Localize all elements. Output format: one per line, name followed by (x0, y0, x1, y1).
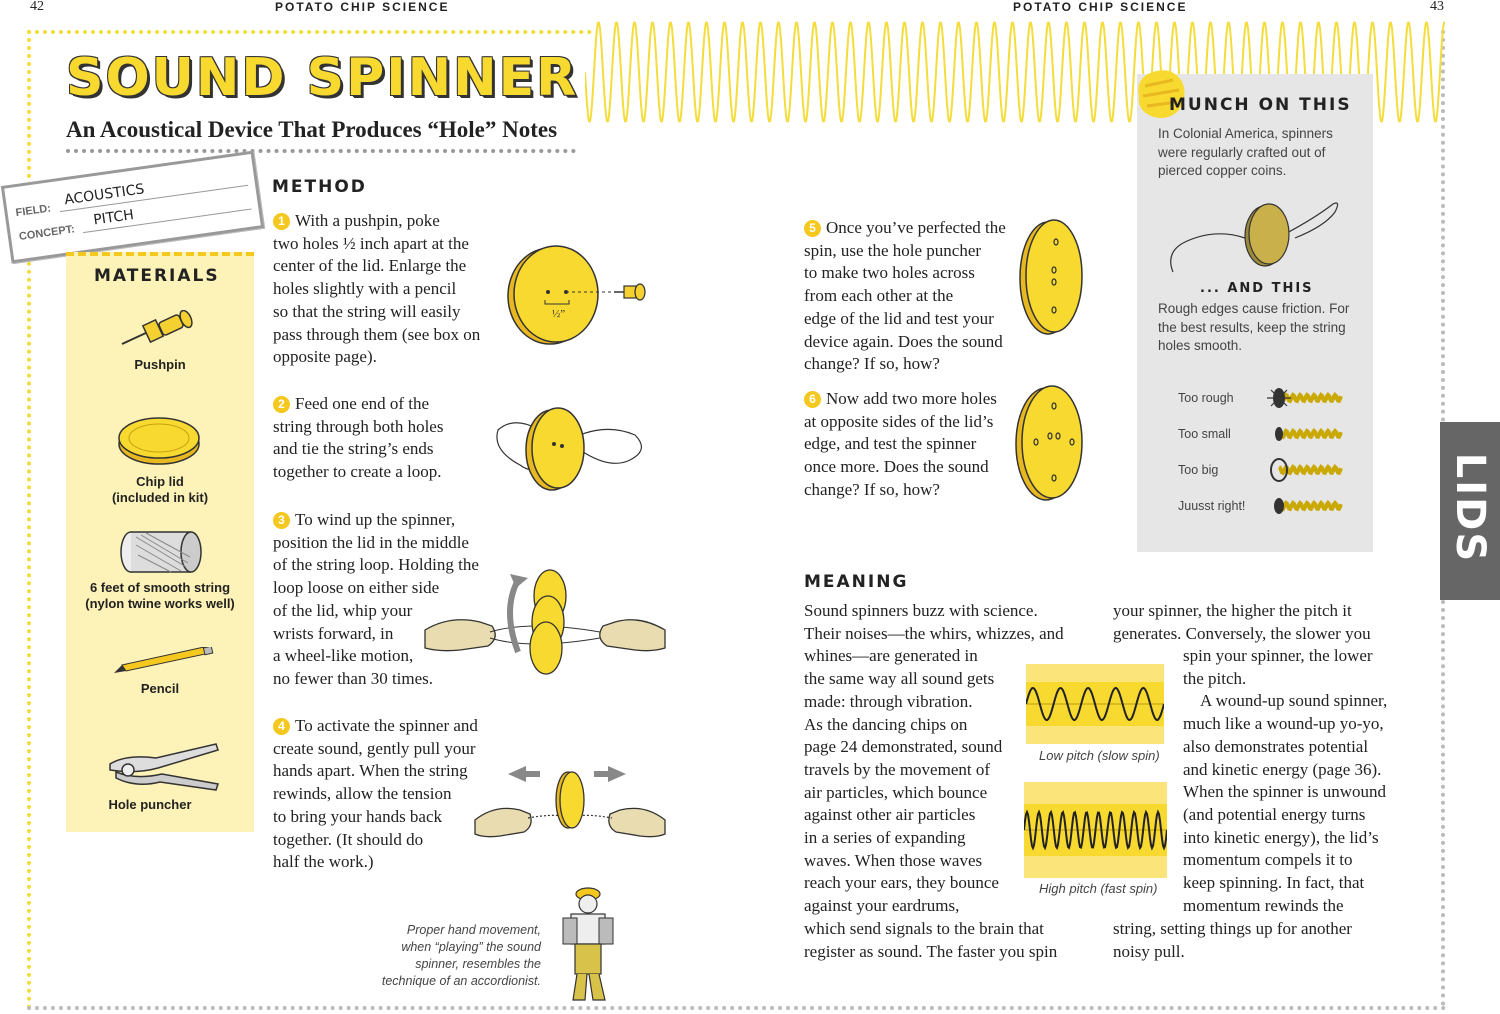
step-1-line: so that the string will easily (273, 301, 461, 321)
winding-hands-illustration (420, 560, 670, 690)
meaning-line: whines—are generated in (804, 646, 978, 666)
right-page-number: 43 (1430, 0, 1444, 14)
step-5-line: Once you’ve perfected the (826, 218, 1006, 237)
lid-with-pushpin-illustration (500, 240, 660, 350)
meaning-line: also demonstrates potential (1183, 736, 1369, 756)
step-2-line: and tie the string’s ends (273, 439, 434, 459)
materials-heading: MATERIALS (94, 266, 220, 286)
meaning-column-2-top (1113, 600, 1413, 645)
step-2-line: string through both holes (273, 416, 444, 436)
lid-two-edge-holes-illustration (1010, 218, 1090, 338)
step-5-line: from each other at the (804, 286, 954, 306)
step-5-line: edge of the lid and test your (804, 308, 994, 328)
hole-puncher-icon (106, 734, 226, 794)
method-step-5 (804, 217, 1019, 376)
material-label-string: 6 feet of smooth string (nylon twine works well) (85, 580, 235, 611)
step-3-line: of the string loop. Holding the (273, 555, 479, 575)
step-6-line: Now add two more holes (826, 389, 997, 408)
right-running-head: POTATO CHIP SCIENCE (1013, 0, 1188, 14)
step-3-line: To wind up the spinner, (295, 510, 456, 529)
copper-coin-spinner-illustration (1165, 198, 1345, 278)
meaning-line: made: through vibration. (804, 691, 973, 711)
field-concept-card (1, 151, 264, 264)
meaning-line: and kinetic energy (page 36). (1183, 759, 1382, 779)
meaning-line: register as sound. The faster you spin (804, 941, 1058, 961)
and-this-heading: ... AND THIS (1200, 281, 1314, 296)
hole-label-too-rough: Too rough (1178, 391, 1234, 405)
accordionist-illustration (553, 882, 623, 1006)
left-page-number: 42 (30, 0, 44, 14)
meaning-column-2-end (1113, 918, 1413, 963)
step-number-3: 3 (273, 512, 290, 529)
friction-tip-line: Rough edges cause friction. For (1158, 301, 1350, 316)
concept-label: CONCEPT: (18, 223, 76, 244)
materials-top-border (66, 252, 254, 256)
chip-lid-icon (114, 412, 204, 472)
munch-fact-line: In Colonial America, spinners (1158, 126, 1333, 141)
meaning-line: the same way all sound gets (804, 669, 995, 689)
step-5-line: to make two holes across (804, 263, 975, 283)
step-1-line: holes slightly with a pencil (273, 279, 457, 299)
step-3-line: no fewer than 30 times. (273, 668, 434, 688)
step-5-line: change? If so, how? (804, 354, 940, 374)
step-3-line: wrists forward, in (273, 623, 394, 643)
step-1-line: center of the lid. Enlarge the (273, 256, 467, 276)
step-4-line: to bring your hands back (273, 806, 443, 826)
high-pitch-wave-diagram (1024, 782, 1167, 878)
twisted-string (1279, 467, 1341, 473)
accordion-caption-line: spinner, resembles the (415, 957, 541, 971)
meaning-line: against your eardrums, (804, 896, 960, 916)
step-1-line: opposite page). (273, 347, 377, 367)
left-running-head: POTATO CHIP SCIENCE (275, 0, 450, 14)
meaning-line: keep spinning. In fact, that (1183, 873, 1365, 893)
meaning-column-2-narrow (1183, 645, 1423, 917)
meaning-line: momentum compels it to (1183, 850, 1353, 870)
hole-label-too-big: Too big (1178, 463, 1219, 477)
munch-fact-line: pierced copper coins. (1158, 163, 1287, 178)
munch-sidebar (1137, 74, 1373, 552)
step-4-line: rewinds, allow the tension (273, 784, 452, 804)
meaning-line: As the dancing chips on (804, 714, 968, 734)
twisted-string (1279, 503, 1341, 509)
munch-heading: MUNCH ON THIS (1169, 95, 1352, 115)
field-label: FIELD: (14, 202, 52, 220)
step-4-line: half the work.) (273, 852, 374, 872)
pushpin-icon (118, 310, 198, 350)
meaning-line: travels by the movement of (804, 759, 991, 779)
pencil-icon (108, 647, 218, 677)
step-6-line: change? If so, how? (804, 479, 940, 499)
twisted-string (1279, 431, 1341, 437)
meaning-line: When the spinner is unwound (1183, 782, 1387, 802)
step-1-line: With a pushpin, poke (295, 211, 440, 230)
accordion-caption-line: when “playing” the sound (401, 940, 541, 954)
accordion-caption (365, 922, 541, 990)
friction-tip-line: holes smooth. (1158, 338, 1243, 353)
material-label-pencil: Pencil (140, 681, 180, 696)
meaning-line: spin your spinner, the lower (1183, 646, 1373, 665)
material-label-pushpin: Pushpin (134, 357, 186, 372)
step-4-line: create sound, gently pull your (273, 738, 476, 758)
meaning-line: momentum rewinds the (1183, 895, 1344, 915)
section-tab-lids (1440, 422, 1500, 600)
step-3-line: a wheel-like motion, (273, 646, 414, 666)
step-number-2: 2 (273, 396, 290, 413)
step-number-1: 1 (273, 213, 290, 230)
friction-tip (1158, 300, 1363, 356)
step-6-line: once more. Does the sound (804, 457, 989, 477)
meaning-line: which send signals to the brain that (804, 918, 1044, 938)
meaning-line: air particles, which bounce (804, 782, 988, 802)
step-number-5: 5 (804, 220, 821, 237)
accordion-caption-line: technique of an accordionist. (381, 974, 541, 988)
meaning-line: string, setting things up for another (1113, 919, 1352, 938)
high-pitch-caption: High pitch (fast spin) (1039, 881, 1158, 896)
lid-with-string-illustration (490, 400, 660, 495)
concept-value: PITCH (92, 206, 135, 229)
material-label-hole-puncher: Hole puncher (108, 797, 192, 812)
step-1-line: pass through them (see box on (273, 324, 481, 344)
meaning-line: A wound-up sound spinner, (1183, 691, 1388, 711)
meaning-line: Their noises—the whirs, whizzes, and (804, 623, 1064, 643)
hole-label-just-right: Juusst right! (1178, 499, 1246, 513)
step-3-line: position the lid in the middle (273, 532, 469, 552)
method-step-4 (273, 715, 503, 874)
step-4-line: hands apart. When the string (273, 761, 468, 781)
step-number-6: 6 (804, 391, 821, 408)
meaning-line: in a series of expanding (804, 828, 966, 848)
meaning-line: your spinner, the higher the pitch it (1113, 601, 1352, 620)
half-inch-label: ½” (552, 308, 566, 320)
method-heading: METHOD (272, 177, 367, 197)
meaning-line: against other air particles (804, 805, 976, 825)
step-4-line: together. (It should do (273, 829, 424, 849)
munch-fact (1158, 125, 1363, 181)
step-1-line: two holes ½ inch apart at the (273, 233, 469, 253)
frame-left (27, 30, 31, 1010)
meaning-line: noisy pull. (1113, 941, 1185, 961)
meaning-line: reach your ears, they bounce (804, 873, 999, 893)
section-tab-label: LIDS (1447, 452, 1493, 564)
frame-bottom (27, 1006, 1447, 1010)
string-spool-icon (116, 527, 206, 577)
step-3-line: of the lid, whip your (273, 600, 413, 620)
meaning-heading: MEANING (804, 572, 909, 592)
string-through-holes-illustration (1267, 384, 1347, 534)
frame-top-left (27, 30, 592, 34)
method-step-6 (804, 388, 1019, 502)
step-5-line: device again. Does the sound (804, 331, 1003, 351)
step-6-line: at opposite sides of the lid’s (804, 411, 994, 431)
method-step-2 (273, 393, 503, 484)
page-subtitle: An Acoustical Device That Produces “Hole” Notes (66, 117, 558, 142)
meaning-line: Sound spinners buzz with science. (804, 601, 1038, 620)
low-pitch-caption: Low pitch (slow spin) (1039, 748, 1160, 763)
page-title: SOUND SPINNER (66, 48, 579, 108)
meaning-line: (and potential energy turns (1183, 804, 1366, 824)
step-2-line: Feed one end of the (295, 394, 430, 413)
pulling-hands-illustration (470, 760, 670, 850)
method-step-1 (273, 210, 503, 369)
hole-label-too-small: Too small (1178, 427, 1231, 441)
step-2-line: together to create a loop. (273, 462, 442, 482)
meaning-line: the pitch. (1183, 668, 1247, 688)
step-3-line: loop loose on either side (273, 578, 440, 598)
material-label-chip-lid: Chip lid (included in kit) (111, 474, 209, 505)
frame-right-bottom (1441, 600, 1445, 1006)
munch-fact-line: were regularly crafted out of (1158, 144, 1326, 160)
step-number-4: 4 (273, 718, 290, 735)
materials-panel (66, 252, 254, 832)
accordion-caption-line: Proper hand movement, (406, 923, 541, 937)
friction-tip-line: the best results, keep the string (1158, 319, 1346, 335)
title-divider (66, 149, 576, 153)
low-pitch-wave-diagram (1026, 664, 1164, 744)
lid-four-edge-holes-illustration (1008, 384, 1090, 504)
meaning-line: page 24 demonstrated, sound (804, 737, 1003, 757)
field-value: ACOUSTICS (63, 181, 146, 209)
step-4-line: To activate the spinner and (295, 716, 478, 735)
meaning-line: much like a wound-up yo-yo, (1183, 714, 1384, 734)
meaning-line: waves. When those waves (804, 850, 983, 870)
step-6-line: edge, and test the spinner (804, 434, 977, 454)
step-5-line: spin, use the hole puncher (804, 240, 982, 260)
meaning-line: generates. Conversely, the slower you (1113, 623, 1371, 643)
meaning-line: into kinetic energy), the lid’s (1183, 827, 1379, 847)
